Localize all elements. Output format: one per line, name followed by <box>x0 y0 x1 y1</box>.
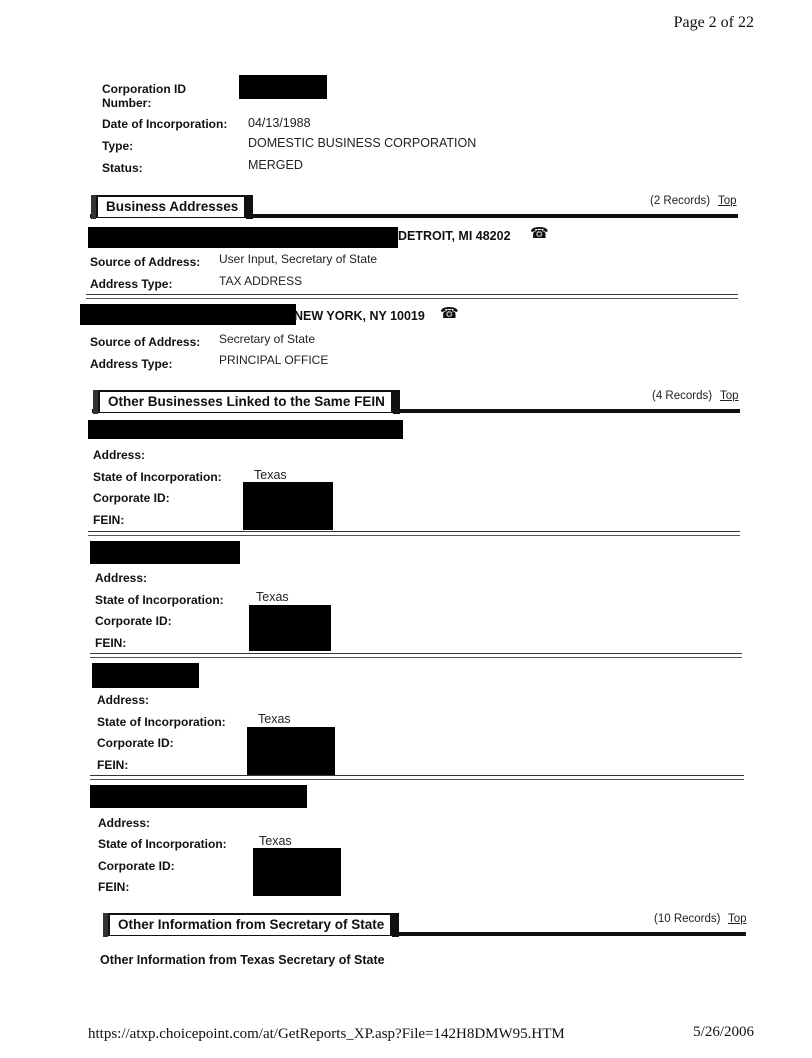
fein-label: FEIN: <box>93 513 125 527</box>
section-title-linked-businesses: Other Businesses Linked to the Same FEIN <box>98 390 393 412</box>
corporation-id-label: Corporation ID Number: <box>102 82 186 110</box>
type-label: Type: <box>102 139 134 153</box>
other-information-subtitle: Other Information from Texas Secretary of State <box>100 953 385 967</box>
address-label: Address: <box>97 693 150 707</box>
footer-url: https://atxp.choicepoint.com/at/GetReports_XP.asp?File=142H8DMW95.HTM <box>88 1026 565 1042</box>
state-of-incorporation-label: State of Incorporation: <box>93 470 222 484</box>
address-type-value: TAX ADDRESS <box>219 274 303 288</box>
fein-label: FEIN: <box>97 758 129 772</box>
date-of-incorporation-label: Date of Incorporation: <box>102 117 228 131</box>
redacted-business-name <box>92 663 199 688</box>
divider <box>90 775 744 780</box>
top-link[interactable]: Top <box>728 913 747 925</box>
redacted-street-address <box>80 304 296 325</box>
redacted-business-name <box>90 785 307 808</box>
corporate-id-label: Corporate ID: <box>97 736 174 750</box>
divider <box>88 531 740 536</box>
source-of-address-label: Source of Address: <box>90 335 201 349</box>
redacted-business-name <box>88 420 403 439</box>
section-title-business-addresses: Business Addresses <box>96 195 246 217</box>
address-city: NEW YORK, NY 10019 <box>294 309 425 323</box>
source-of-address-value: User Input, Secretary of State <box>219 252 378 266</box>
source-of-address-value: Secretary of State <box>219 332 316 346</box>
address-city: DETROIT, MI 48202 <box>398 229 511 243</box>
corporate-id-label: Corporate ID: <box>95 614 172 628</box>
fein-label: FEIN: <box>98 880 130 894</box>
redacted-street-address <box>88 227 398 248</box>
redacted-corporate-id-and-fein <box>247 727 335 775</box>
state-of-incorporation-value: Texas <box>258 712 291 726</box>
records-count: (2 Records) <box>650 195 711 207</box>
state-of-incorporation-value: Texas <box>256 590 289 604</box>
page-number: Page 2 of 22 <box>673 14 754 31</box>
type-value: DOMESTIC BUSINESS CORPORATION <box>248 136 477 150</box>
address-label: Address: <box>95 571 148 585</box>
status-value: MERGED <box>248 158 303 172</box>
address-type-label: Address Type: <box>90 277 173 291</box>
divider <box>90 653 742 658</box>
state-of-incorporation-value: Texas <box>254 468 287 482</box>
state-of-incorporation-value: Texas <box>259 834 292 848</box>
address-label: Address: <box>93 448 146 462</box>
corporate-id-label: Corporate ID: <box>93 491 170 505</box>
top-link[interactable]: Top <box>718 195 737 207</box>
records-count: (10 Records) <box>654 913 721 925</box>
telephone-icon: ☎ <box>440 305 459 322</box>
state-of-incorporation-label: State of Incorporation: <box>98 837 227 851</box>
redacted-corporate-id-and-fein <box>249 605 331 651</box>
records-count: (4 Records) <box>652 390 713 402</box>
fein-label: FEIN: <box>95 636 127 650</box>
address-type-value: PRINCIPAL OFFICE <box>219 353 329 367</box>
status-label: Status: <box>102 161 143 175</box>
redacted-corporate-id-and-fein <box>243 482 333 530</box>
address-label: Address: <box>98 816 151 830</box>
redacted-corporate-id-and-fein <box>253 848 341 896</box>
redacted-corporation-id <box>239 75 327 99</box>
date-of-incorporation-value: 04/13/1988 <box>248 116 311 130</box>
footer-date: 5/26/2006 <box>693 1024 754 1040</box>
source-of-address-label: Source of Address: <box>90 255 201 269</box>
state-of-incorporation-label: State of Incorporation: <box>95 593 224 607</box>
section-title-other-information: Other Information from Secretary of State <box>108 913 392 935</box>
telephone-icon: ☎ <box>530 225 549 242</box>
divider <box>86 294 738 299</box>
corporate-id-label: Corporate ID: <box>98 859 175 873</box>
state-of-incorporation-label: State of Incorporation: <box>97 715 226 729</box>
address-type-label: Address Type: <box>90 357 173 371</box>
top-link[interactable]: Top <box>720 390 739 402</box>
redacted-business-name <box>90 541 240 564</box>
